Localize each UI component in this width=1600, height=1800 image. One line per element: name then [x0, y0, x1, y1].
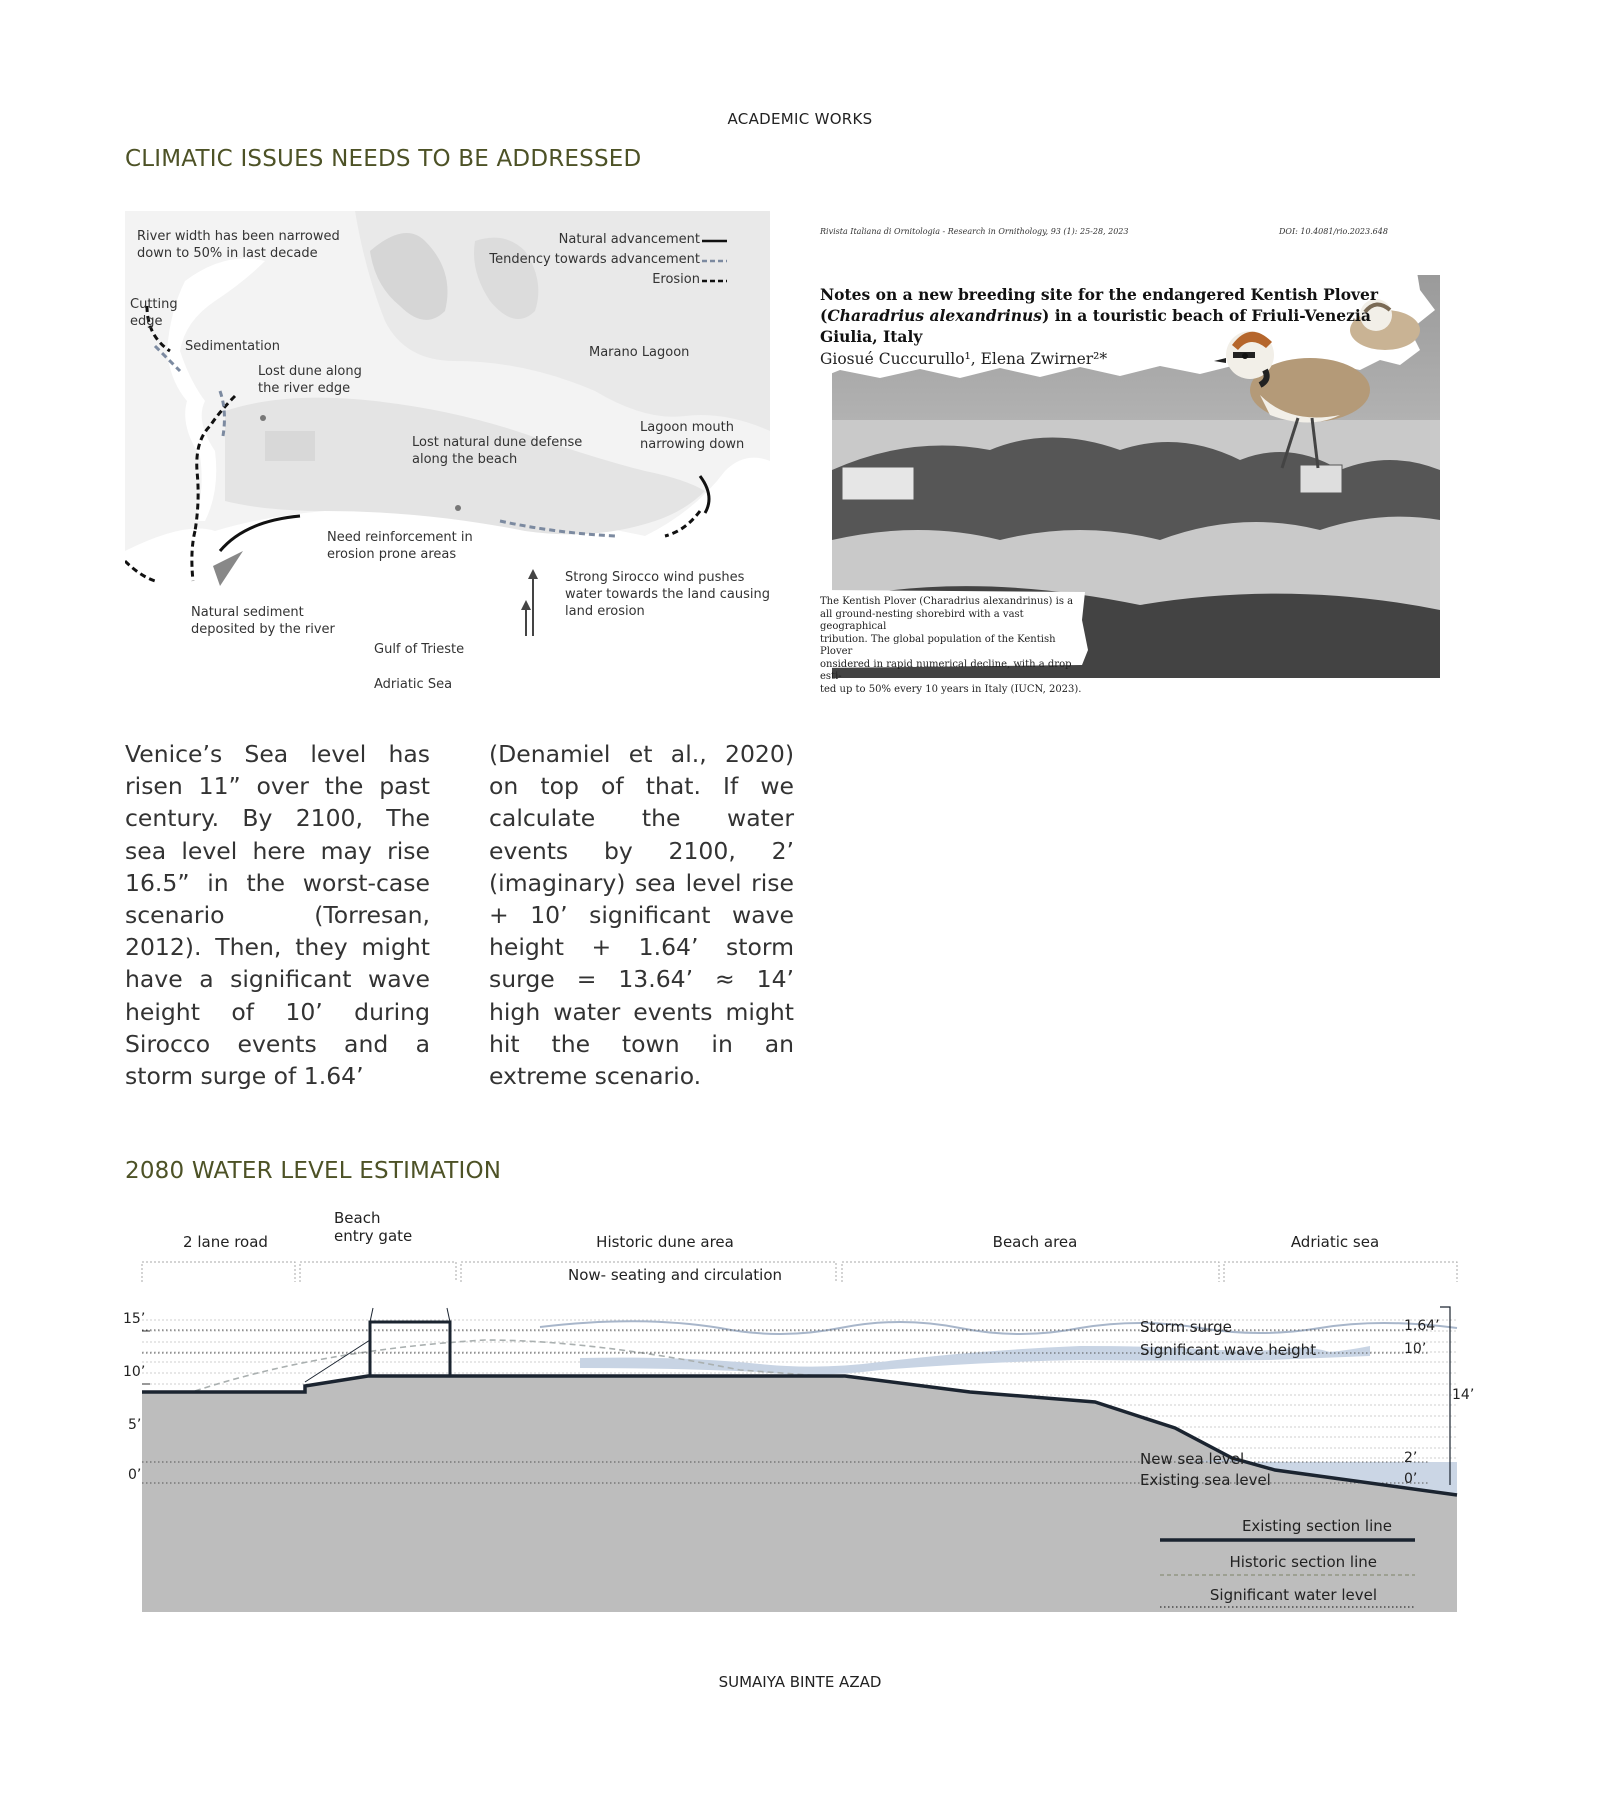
storm-surge-line — [540, 1321, 1457, 1334]
label-wave-height: Significant wave height — [1140, 1341, 1317, 1359]
value-existing-sea-level: 0’ — [1404, 1471, 1418, 1487]
label-new-sea-level: New sea level — [1140, 1450, 1245, 1468]
axis-label-5: 5’ — [128, 1417, 142, 1433]
body-text-col2: (Denamiel et al., 2020) on top of that. If we calculate the water events by 2100, 2’ (imaginary) sea level rise + 10’ significant wave height + 1.64’ storm surge = 13.64’ ≈ 14’ high water events might hit the town in an extreme scenario. — [489, 740, 794, 1091]
zone-label-gate: Beach entry gate — [334, 1209, 413, 1245]
climate-map — [125, 211, 770, 701]
paper-journal: Rivista Italiana di Ornitologia - Research in Ornithology, 93 (1): 25-28, 2023 — [820, 227, 1129, 236]
value-storm-surge: 1.64’ — [1404, 1318, 1440, 1334]
legend-tendency-label: Tendency towards advancement — [489, 252, 700, 267]
label-need-reinforcement: Need reinforcement in erosion prone areas — [327, 530, 473, 562]
label-storm-surge: Storm surge — [1140, 1318, 1232, 1336]
section-title-water-level: 2080 WATER LEVEL ESTIMATION — [125, 1158, 502, 1184]
paper-title-line2: ) in a touristic beach of Friuli-Venezia Giulia, Italy — [820, 306, 1371, 346]
zone-bracket-sea — [1224, 1262, 1457, 1282]
section-title-climatic: CLIMATIC ISSUES NEEDS TO BE ADDRESSED — [125, 146, 642, 172]
beach-hut — [842, 467, 914, 500]
paper-clipping — [820, 220, 1440, 695]
beach-hut — [1300, 465, 1342, 493]
footer-author: SUMAIYA BINTE AZAD — [718, 1673, 882, 1691]
axis-label-0: 0’ — [128, 1467, 142, 1483]
value-wave-height: 10’ — [1404, 1341, 1427, 1357]
paper-authors: Giosué Cuccurullo¹, Elena Zwirner²* — [820, 350, 1108, 368]
legend-natural-label: Natural advancement — [558, 232, 700, 247]
label-lost-natural-dune: Lost natural dune defense along the beach — [412, 435, 583, 467]
zone-label-beach: Beach area — [992, 1233, 1078, 1251]
label-sirocco: Strong Sirocco wind pushes water towards the land causing land erosion — [565, 570, 770, 619]
zone-label-dune: Historic dune area — [596, 1233, 734, 1251]
paper-title-species: Charadrius alexandrinus — [827, 306, 1042, 325]
body-text-col1: Venice’s Sea level has risen 11” over the past century. By 2100, The sea level here may rise 16.5” in the worst-case scenario (Torresan, 2012). Then, they might have a significant wave height of 10’ during Sirocco events and a storm surge of 1.64’ — [125, 740, 430, 1091]
legend-existing-label: Existing section line — [1241, 1517, 1392, 1535]
paper-doi: DOI: 10.4081/rio.2023.648 — [1279, 227, 1388, 236]
zone-bracket-beach — [842, 1262, 1219, 1282]
value-total-height: 14’ — [1452, 1387, 1475, 1403]
water-level-section-diagram — [120, 1200, 1480, 1620]
label-marano-lagoon: Marano Lagoon — [589, 345, 690, 360]
label-lost-dune-river: Lost dune along the river edge — [258, 364, 362, 396]
legend-historic-label: Historic section line — [1229, 1553, 1377, 1571]
label-gulf-trieste: Gulf of Trieste — [374, 642, 465, 657]
label-river-width: River width has been narrowed down to 50% in last decade — [137, 229, 340, 261]
paper-title: Notes on a new breeding site for the endangered Kentish Plover (Charadrius alexandrinus) in a touristic beach of Friuli-Venezia Giulia, Italy — [820, 285, 1379, 346]
axis-label-10: 10’ — [123, 1364, 146, 1380]
legend-water-label: Significant water level — [1209, 1586, 1377, 1604]
paper-title-line1: Notes on a new breeding site for the endangered Kentish Plover — [820, 285, 1379, 304]
label-natural-sediment: Natural sediment deposited by the river — [191, 605, 335, 637]
paper-caption: The Kentish Plover (Charadrius alexandrinus) is a all ground-nesting shorebird with a vast geographical tribution. The global population of the Kentish Plover onsidered in rapid numerical decline, with a drop esti- ted up to 50% every 10 years in Italy (IUCN, 2023). — [820, 596, 1082, 695]
park-block — [265, 431, 315, 461]
label-cutting-edge: Cutting edge — [130, 297, 178, 329]
zone-bracket-road — [142, 1262, 295, 1282]
header-label: ACADEMIC WORKS — [727, 110, 873, 128]
pointer-dot — [455, 505, 461, 511]
label-adriatic-sea: Adriatic Sea — [374, 677, 453, 692]
zone-label-dune-sub: Now- seating and circulation — [567, 1266, 782, 1284]
value-new-sea-level: 2’ — [1404, 1450, 1418, 1466]
zone-bracket-gate — [300, 1262, 456, 1282]
label-existing-sea-level: Existing sea level — [1140, 1471, 1271, 1489]
ground-section — [142, 1376, 1457, 1612]
zone-label-road: 2 lane road — [183, 1233, 268, 1251]
axis-label-15: 15’ — [123, 1311, 146, 1327]
zone-label-sea: Adriatic sea — [1290, 1233, 1380, 1251]
label-lagoon-mouth: Lagoon mouth narrowing down — [640, 420, 745, 452]
total-height-bracket — [1440, 1307, 1450, 1485]
label-sedimentation: Sedimentation — [185, 339, 280, 354]
legend-erosion-label: Erosion — [652, 272, 700, 287]
pointer-dot — [260, 415, 266, 421]
